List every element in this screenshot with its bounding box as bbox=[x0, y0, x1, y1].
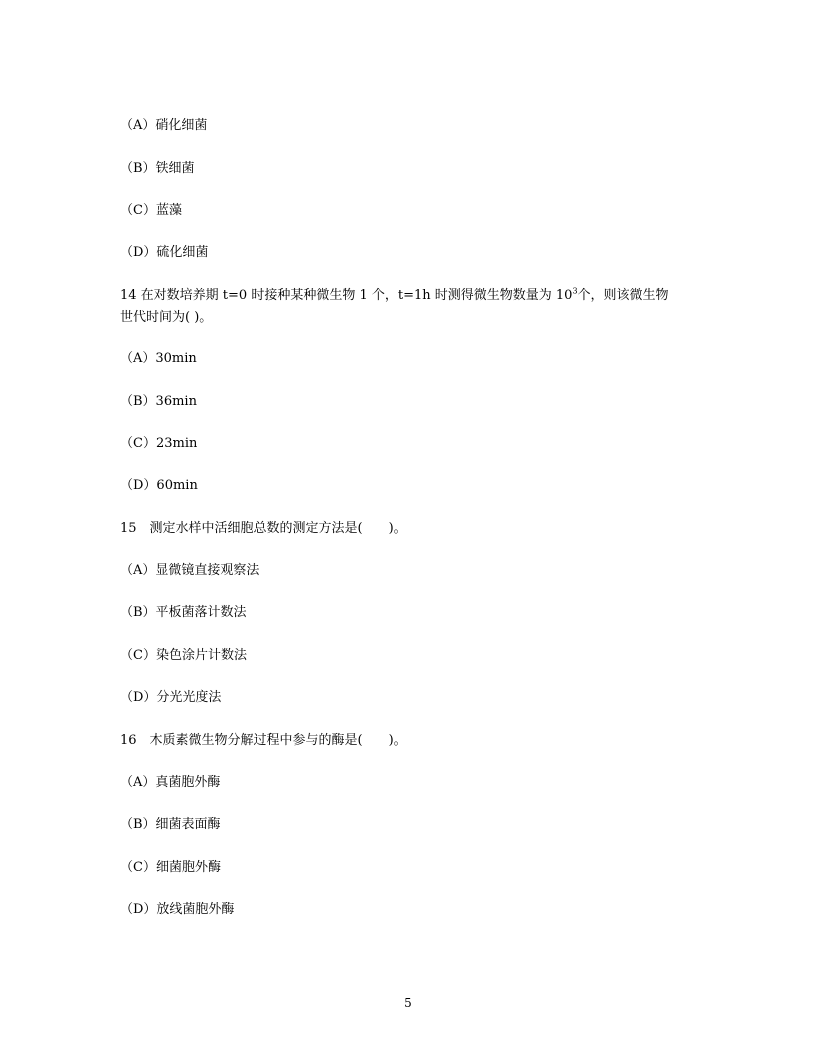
q15-option-b: （B）平板菌落计数法 bbox=[120, 605, 247, 620]
q16-option-d: （D）放线菌胞外酶 bbox=[120, 902, 235, 917]
q16-option-a: （A）真菌胞外酶 bbox=[120, 775, 221, 790]
q14-option-b: （B）36min bbox=[120, 394, 197, 409]
q16-option-b: （B）细菌表面酶 bbox=[120, 817, 221, 832]
q13-option-c: （C）蓝藻 bbox=[120, 203, 182, 218]
q14-question-text-b: 个，则该微生物 bbox=[577, 288, 669, 303]
q16-question: 16 木质素微生物分解过程中参与的酶是( )。 bbox=[120, 733, 407, 748]
q14-option-a: （A）30min bbox=[120, 351, 197, 366]
page-number: 5 bbox=[404, 996, 412, 1010]
q13-option-a: （A）硝化细菌 bbox=[120, 118, 208, 133]
q13-option-b: （B）铁细菌 bbox=[120, 161, 195, 176]
q14-option-c: （C）23min bbox=[120, 436, 198, 451]
q15-question: 15 测定水样中活细胞总数的测定方法是( )。 bbox=[120, 521, 407, 536]
q16-option-c: （C）细菌胞外酶 bbox=[120, 860, 221, 875]
q15-option-d: （D）分光光度法 bbox=[120, 690, 222, 705]
q14-question-line2: 世代时间为( )。 bbox=[120, 310, 213, 325]
q15-option-c: （C）染色涂片计数法 bbox=[120, 648, 247, 663]
q14-question-text-a: 14 在对数培养期 t=0 时接种某种微生物 1 个，t=1h 时测得微生物数量为 10 bbox=[120, 288, 573, 303]
q14-exponent: 3 bbox=[572, 286, 578, 296]
q13-option-d: （D）硫化细菌 bbox=[120, 245, 209, 260]
q14-question-line1 bbox=[120, 288, 669, 304]
q15-option-a: （A）显微镜直接观察法 bbox=[120, 563, 260, 578]
q14-option-d: （D）60min bbox=[120, 478, 198, 493]
